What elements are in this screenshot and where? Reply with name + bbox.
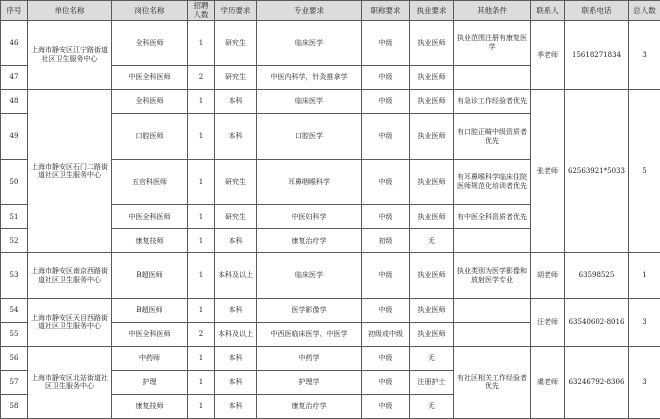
row-practice: 无 bbox=[410, 346, 454, 370]
row-count: 1 bbox=[188, 159, 215, 205]
row-major: 中医内科学，针灸推拿学 bbox=[257, 66, 362, 90]
row-post: 全科医师 bbox=[112, 90, 188, 114]
row-major: 临床医学 bbox=[257, 20, 362, 66]
unit-total: 1 bbox=[629, 253, 660, 299]
unit-phone: 63540602-8016 bbox=[565, 298, 629, 346]
row-title: 中级 bbox=[362, 370, 410, 394]
table-row bbox=[1, 20, 660, 66]
row-no: 54 bbox=[1, 298, 28, 322]
row-no: 46 bbox=[1, 20, 28, 66]
row-edu: 研究生 bbox=[215, 66, 257, 90]
row-other: 有中医全科资质者优先 bbox=[454, 205, 531, 229]
row-edu: 本科 bbox=[215, 90, 257, 114]
unit-phone: 63246792-8306 bbox=[565, 346, 629, 418]
row-edu: 研究生 bbox=[215, 205, 257, 229]
table-header-row bbox=[1, 1, 660, 21]
unit-name: 上海市静安区南京西路街道社区卫生服务中心 bbox=[28, 253, 112, 299]
row-other: 有社区相关工作经验者优先 bbox=[454, 346, 531, 418]
header-unit: 单位名称 bbox=[28, 1, 112, 21]
row-no: 48 bbox=[1, 90, 28, 114]
row-count: 2 bbox=[188, 322, 215, 346]
row-edu: 本科 bbox=[215, 394, 257, 418]
row-edu: 研究生 bbox=[215, 159, 257, 205]
row-practice: 执业医师 bbox=[410, 20, 454, 66]
header-count: 招聘人数 bbox=[188, 1, 215, 21]
unit-phone: 63598525 bbox=[565, 253, 629, 299]
unit-contact: 张老师 bbox=[531, 90, 565, 253]
row-count: 1 bbox=[188, 20, 215, 66]
row-no: 55 bbox=[1, 322, 28, 346]
row-no: 47 bbox=[1, 66, 28, 90]
unit-name: 上海市静安区江宁路街道社区卫生服务中心 bbox=[28, 20, 112, 90]
row-other bbox=[454, 322, 531, 346]
row-title: 初级 bbox=[362, 229, 410, 253]
header-practice: 执业要求 bbox=[410, 1, 454, 21]
row-post: 中医全科医师 bbox=[112, 66, 188, 90]
row-no: 53 bbox=[1, 253, 28, 299]
row-edu: 本科 bbox=[215, 229, 257, 253]
row-major: 康复治疗学 bbox=[257, 394, 362, 418]
row-count: 1 bbox=[188, 394, 215, 418]
row-edu: 本科 bbox=[215, 346, 257, 370]
unit-contact: 汪老师 bbox=[531, 298, 565, 346]
row-title: 中级 bbox=[362, 66, 410, 90]
row-count: 1 bbox=[188, 229, 215, 253]
row-title: 初级或中级 bbox=[362, 322, 410, 346]
row-edu: 本科及以上 bbox=[215, 322, 257, 346]
row-practice: 执业医师 bbox=[410, 253, 454, 299]
row-major: 中药学 bbox=[257, 346, 362, 370]
row-title: 中级 bbox=[362, 253, 410, 299]
row-edu: 本科 bbox=[215, 298, 257, 322]
row-post: 护理 bbox=[112, 370, 188, 394]
header-total: 总人数 bbox=[629, 1, 660, 21]
row-practice: 无 bbox=[410, 229, 454, 253]
unit-name: 上海市静安区石门二路街道社区卫生服务中心 bbox=[28, 90, 112, 253]
row-title: 中级 bbox=[362, 394, 410, 418]
row-count: 1 bbox=[188, 90, 215, 114]
row-other: 执业类别为医学影像和放射医学专业 bbox=[454, 253, 531, 299]
row-title: 中级 bbox=[362, 114, 410, 160]
row-edu: 本科 bbox=[215, 370, 257, 394]
unit-contact: 季老师 bbox=[531, 20, 565, 90]
row-post: 五官科医师 bbox=[112, 159, 188, 205]
row-major: 耳鼻咽喉科学 bbox=[257, 159, 362, 205]
row-practice: 执业医师 bbox=[410, 159, 454, 205]
header-edu: 学历要求 bbox=[215, 1, 257, 21]
row-edu: 研究生 bbox=[215, 20, 257, 66]
row-major: 医学影像学 bbox=[257, 298, 362, 322]
header-major: 专业要求 bbox=[257, 1, 362, 21]
table-row bbox=[1, 90, 660, 114]
row-practice: 执业医师 bbox=[410, 66, 454, 90]
row-title: 中级 bbox=[362, 20, 410, 66]
row-title: 中级 bbox=[362, 298, 410, 322]
row-major: 护理学 bbox=[257, 370, 362, 394]
unit-phone: 62563921*5033 bbox=[565, 90, 629, 253]
row-practice: 执业医师 bbox=[410, 114, 454, 160]
row-major: 康复治疗学 bbox=[257, 229, 362, 253]
row-count: 1 bbox=[188, 205, 215, 229]
unit-total: 3 bbox=[629, 298, 660, 346]
row-practice: 执业医师 bbox=[410, 298, 454, 322]
row-post: 康复技师 bbox=[112, 394, 188, 418]
row-count: 2 bbox=[188, 66, 215, 90]
row-practice: 无 bbox=[410, 394, 454, 418]
row-title: 中级 bbox=[362, 159, 410, 205]
table-row bbox=[1, 346, 660, 370]
row-count: 1 bbox=[188, 114, 215, 160]
row-post: 口腔医师 bbox=[112, 114, 188, 160]
row-no: 52 bbox=[1, 229, 28, 253]
row-practice: 执业医师 bbox=[410, 205, 454, 229]
row-other: 执业范围注册有康复医学 bbox=[454, 20, 531, 66]
row-other: 有急诊工作经验者优先 bbox=[454, 90, 531, 114]
unit-name: 上海市静安区北站街道社区卫生服务中心 bbox=[28, 346, 112, 418]
row-no: 50 bbox=[1, 159, 28, 205]
unit-contact: 虞老师 bbox=[531, 346, 565, 418]
header-contact: 联系人 bbox=[531, 1, 565, 21]
table-row bbox=[1, 253, 660, 299]
unit-name: 上海市静安区天目西路街道社区卫生服务中心 bbox=[28, 298, 112, 346]
row-post: 中医全科医师 bbox=[112, 322, 188, 346]
header-other: 其他条件 bbox=[454, 1, 531, 21]
row-practice: 注册护士 bbox=[410, 370, 454, 394]
row-major: 口腔医学 bbox=[257, 114, 362, 160]
row-title: 中级 bbox=[362, 346, 410, 370]
row-count: 1 bbox=[188, 346, 215, 370]
header-no: 序号 bbox=[1, 1, 28, 21]
row-count: 1 bbox=[188, 370, 215, 394]
row-post: 康复技师 bbox=[112, 229, 188, 253]
row-other bbox=[454, 66, 531, 90]
row-no: 56 bbox=[1, 346, 28, 370]
row-other: 有耳鼻喉科学临床住院医师规范化培训者优先 bbox=[454, 159, 531, 205]
row-no: 49 bbox=[1, 114, 28, 160]
table-row bbox=[1, 298, 660, 322]
header-title: 职称要求 bbox=[362, 1, 410, 21]
row-edu: 本科及以上 bbox=[215, 253, 257, 299]
row-edu: 本科 bbox=[215, 114, 257, 160]
row-no: 58 bbox=[1, 394, 28, 418]
row-practice: 执业医师 bbox=[410, 90, 454, 114]
row-count: 1 bbox=[188, 253, 215, 299]
row-post: B超医师 bbox=[112, 298, 188, 322]
row-post: 全科医师 bbox=[112, 20, 188, 66]
unit-total: 5 bbox=[629, 90, 660, 253]
row-other bbox=[454, 229, 531, 253]
row-title: 中级 bbox=[362, 205, 410, 229]
header-post: 岗位名称 bbox=[112, 1, 188, 21]
row-no: 51 bbox=[1, 205, 28, 229]
row-practice: 执业医师 bbox=[410, 322, 454, 346]
row-other: 有口腔正畸中级资质者优先 bbox=[454, 114, 531, 160]
row-major: 临床医学 bbox=[257, 90, 362, 114]
row-other bbox=[454, 298, 531, 322]
row-major: 临床医学 bbox=[257, 253, 362, 299]
row-count: 1 bbox=[188, 298, 215, 322]
row-no: 57 bbox=[1, 370, 28, 394]
row-title: 中级 bbox=[362, 90, 410, 114]
row-post: 中药师 bbox=[112, 346, 188, 370]
row-post: 中医全科医师 bbox=[112, 205, 188, 229]
row-post: B超医师 bbox=[112, 253, 188, 299]
header-phone: 联系电话 bbox=[565, 1, 629, 21]
unit-phone: 15618271834 bbox=[565, 20, 629, 90]
unit-total: 3 bbox=[629, 346, 660, 418]
unit-total: 3 bbox=[629, 20, 660, 90]
unit-contact: 胡老师 bbox=[531, 253, 565, 299]
row-major: 中西医临床医学、中医学 bbox=[257, 322, 362, 346]
row-major: 中医妇科学 bbox=[257, 205, 362, 229]
